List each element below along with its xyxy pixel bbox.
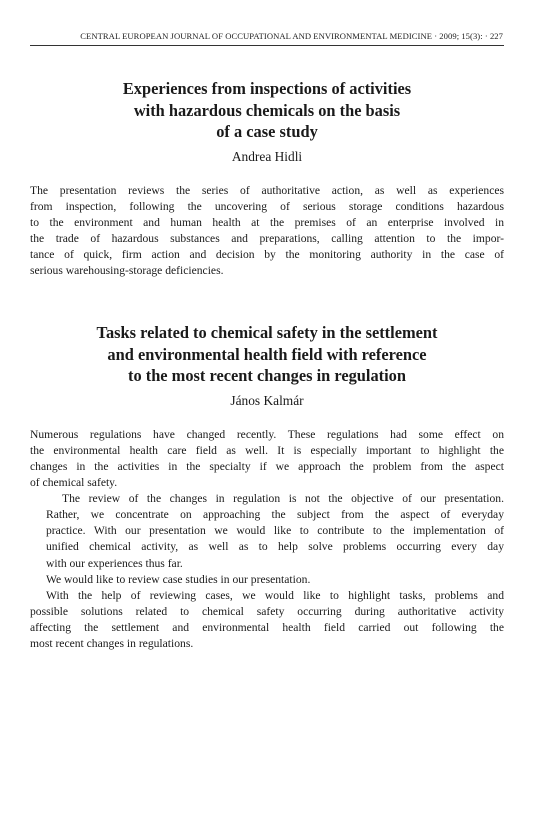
text-line: We would like to review case studies in our presentation.	[46, 572, 311, 586]
text-line: serious warehousing-storage deficiencies.	[30, 264, 224, 278]
title-line: and environmental health field with reference	[107, 344, 427, 364]
text-line: from inspection, following the uncovering of serious storage conditions hazardous	[30, 199, 504, 213]
text-line: Rather, we concentrate on approaching the subject from the aspect of everyday	[46, 508, 504, 522]
article-hidli	[30, 78, 504, 279]
abstract-paragraph	[30, 427, 504, 491]
article-author: János Kalmár	[230, 392, 304, 408]
article-author: Andrea Hidli	[231, 148, 303, 164]
text-line: practice. With our presentation we would like to contribute to the implementation of	[46, 524, 504, 538]
text-line: With the help of reviewing cases, we would like to highlight tasks, problems and	[46, 588, 504, 602]
header-rule	[30, 45, 504, 46]
text-line: The presentation reviews the series of authoritative action, as well as experiences	[30, 183, 504, 197]
text-line: changes in the activities in the specialty if we approach the problem from the aspect	[30, 459, 504, 473]
abstract-paragraph	[30, 491, 504, 571]
title-line: Tasks related to chemical safety in the settlement	[96, 323, 438, 342]
text-line: affecting the settlement and environmental health field carried out following the	[30, 620, 504, 634]
text-line: tance of quick, firm action and decision by the monitoring authority in the case of	[30, 248, 504, 262]
text-line: of chemical safety.	[30, 476, 118, 490]
article-abstract	[30, 183, 504, 280]
article-title	[30, 322, 504, 387]
text-line: The review of the changes in regulation is not the objective of our presentation.	[62, 492, 504, 506]
abstract-paragraph	[30, 183, 504, 280]
title-line: of a case study	[216, 122, 318, 142]
article-abstract	[30, 427, 504, 652]
text-line: with our experiences thus far.	[46, 556, 183, 570]
abstract-paragraph	[30, 572, 504, 588]
text-line: the trade of hazardous substances and preparations, calling attention to the impor-	[30, 232, 504, 246]
text-line: to the environment and human health at the premises of an enterprise involved in	[30, 215, 504, 229]
text-line: Numerous regulations have changed recently. These regulations had some effect on	[30, 427, 504, 441]
article-title	[30, 78, 504, 143]
title-line: to the most recent changes in regulation	[127, 366, 406, 386]
text-line: possible solutions related to chemical safety occurring during authoritative activity	[30, 604, 504, 618]
title-line: with hazardous chemicals on the basis	[133, 100, 401, 120]
abstract-paragraph	[30, 588, 504, 652]
title-line: Experiences from inspections of activities	[122, 79, 412, 98]
running-head: CENTRAL EUROPEAN JOURNAL OF OCCUPATIONAL AND ENVIRONMENTAL MEDICINE · 2009; 15(3): · 227	[80, 31, 503, 41]
text-line: unified chemical activity, as well as to help solve problems occurring every day	[46, 540, 504, 554]
text-line: most recent changes in regulations.	[30, 637, 194, 650]
article-kalmar	[30, 322, 504, 652]
text-line: the environmental health care field as well. It is especially important to highlight the	[30, 443, 504, 457]
